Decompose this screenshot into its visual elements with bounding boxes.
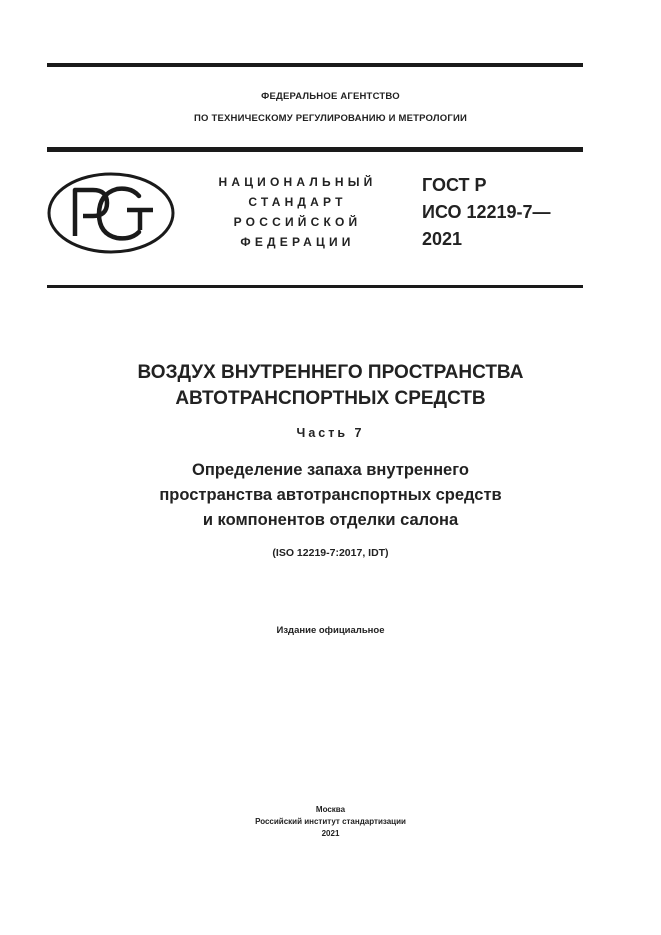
national-line-3: РОССИЙСКОЙ: [233, 215, 362, 229]
national-standard-label: [200, 172, 395, 252]
subtitle-line-2: пространства автотранспортных средств: [159, 486, 502, 504]
iso-reference: (ISO 12219-7:2017, IDT): [272, 547, 389, 559]
middle-rule: [47, 147, 583, 152]
designation-line-2: ИСО 12219-7—: [422, 202, 551, 222]
rst-logo-icon: [47, 172, 175, 254]
standard-designation: [422, 172, 551, 253]
national-line-2: СТАНДАРТ: [248, 195, 347, 209]
agency-name-line1: ФЕДЕРАЛЬНОЕ АГЕНТСТВО: [261, 91, 400, 102]
document-subtitle: [0, 458, 661, 533]
imprint-city: Москва: [315, 805, 346, 814]
bottom-rule: [47, 285, 583, 288]
imprint: [0, 804, 661, 840]
document-title: [0, 360, 661, 412]
title-line-1: ВОЗДУХ ВНУТРЕННЕГО ПРОСТРАНСТВА: [137, 362, 524, 383]
designation-line-3: 2021: [422, 229, 463, 249]
imprint-year: 2021: [321, 829, 340, 838]
subtitle-line-3: и компонентов отделки салона: [202, 511, 459, 529]
national-line-4: ФЕДЕРАЦИИ: [240, 235, 355, 249]
part-number: Часть 7: [296, 426, 365, 440]
designation-line-1: ГОСТ Р: [422, 175, 487, 195]
imprint-publisher: Российский институт стандартизации: [255, 817, 406, 826]
top-rule: [47, 63, 583, 67]
subtitle-line-1: Определение запаха внутреннего: [192, 461, 469, 479]
title-line-2: АВТОТРАНСПОРТНЫХ СРЕДСТВ: [175, 388, 486, 409]
agency-name-line2: ПО ТЕХНИЧЕСКОМУ РЕГУЛИРОВАНИЮ И МЕТРОЛОГИИ: [194, 113, 467, 124]
edition-label: Издание официальное: [276, 625, 385, 636]
national-line-1: НАЦИОНАЛЬНЫЙ: [218, 175, 377, 189]
